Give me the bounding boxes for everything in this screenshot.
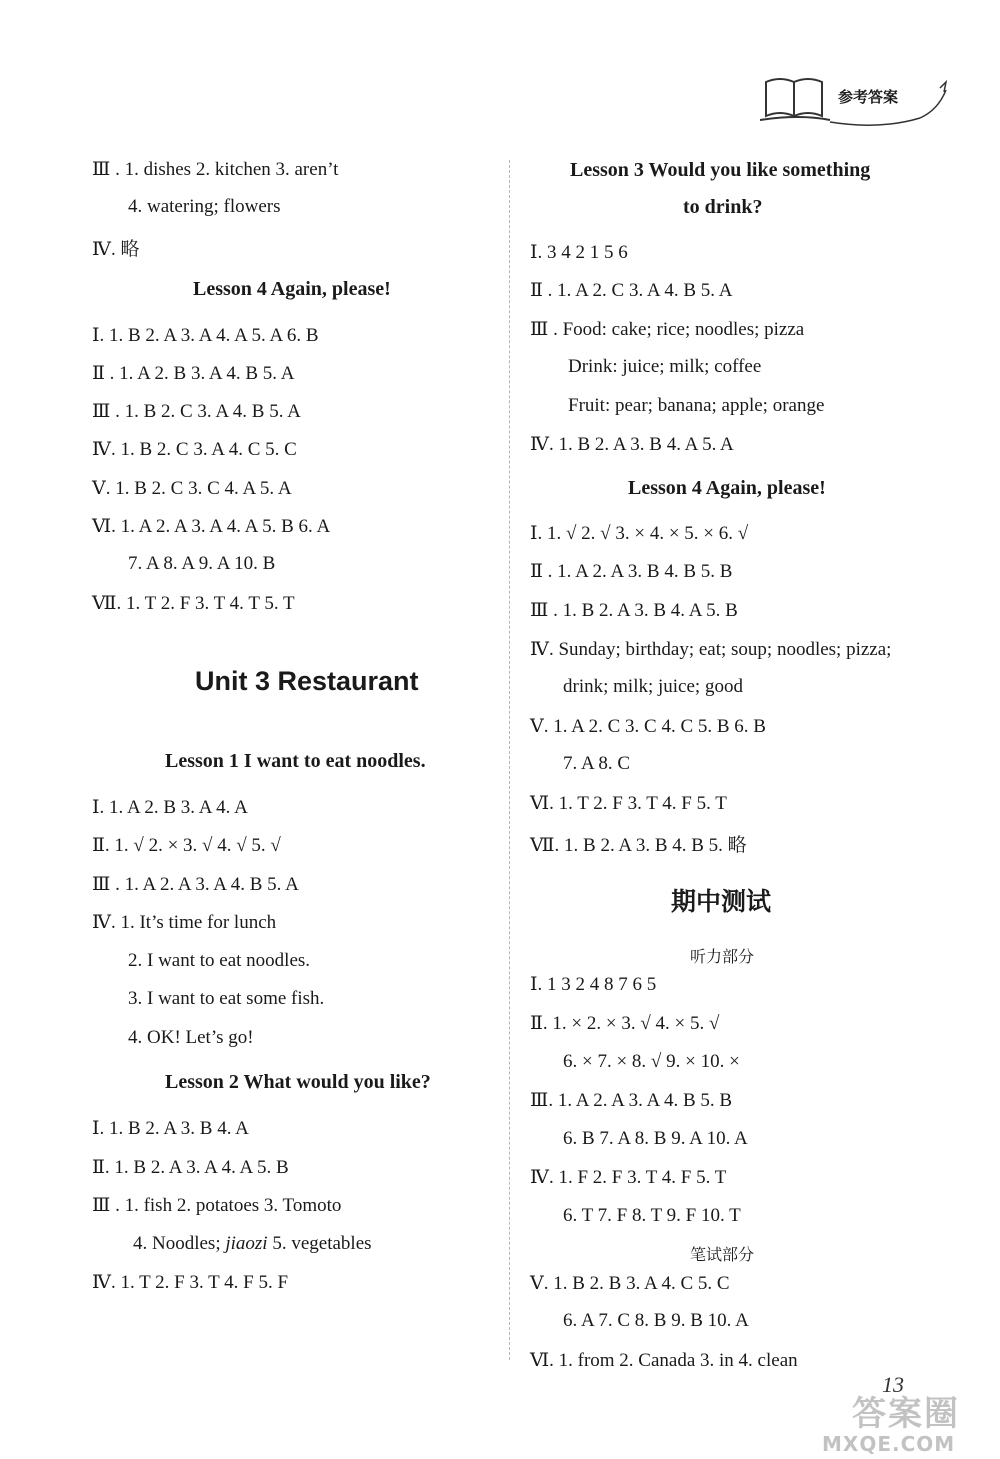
answer-line: 7. A 8. C <box>563 753 631 774</box>
answer-line: Drink: juice; milk; coffee <box>568 356 762 377</box>
page-number: 13 <box>882 1372 904 1397</box>
answer-line: Ⅰ. 1 3 2 4 8 7 6 5 <box>530 974 657 995</box>
answer-line: Ⅲ . 1. B 2. C 3. A 4. B 5. A <box>92 401 301 422</box>
header-title: 参考答案 <box>838 88 899 106</box>
answer-line <box>133 1233 372 1255</box>
answer-line: Ⅲ . Food: cake; rice; noodles; pizza <box>530 319 805 340</box>
answer-line: Ⅴ. 1. B 2. C 3. C 4. A 5. A <box>92 478 292 499</box>
answer-line: Ⅱ . 1. A 2. B 3. A 4. B 5. A <box>92 363 295 384</box>
answer-line: 4. OK! Let’s go! <box>128 1027 254 1048</box>
answer-line: Ⅰ. 1. B 2. A 3. A 4. A 5. A 6. B <box>92 325 319 346</box>
italic-word: jiaozi <box>225 1233 268 1254</box>
lesson-heading: Lesson 4 Again, please! <box>193 278 391 300</box>
answer-line: 3. I want to eat some fish. <box>128 988 325 1009</box>
answer-line: Ⅱ. 1. √ 2. × 3. √ 4. √ 5. √ <box>92 835 281 856</box>
answer-line: Ⅲ. 1. A 2. A 3. A 4. B 5. B <box>530 1090 733 1111</box>
answer-line: Ⅲ . 1. A 2. A 3. A 4. B 5. A <box>92 874 299 895</box>
answer-line: 6. T 7. F 8. T 9. F 10. T <box>563 1205 741 1226</box>
answer-line: Ⅰ. 1. B 2. A 3. B 4. A <box>92 1118 249 1139</box>
answer-line: Ⅳ. 1. It’s time for lunch <box>92 912 277 933</box>
answer-line: 6. × 7. × 8. √ 9. × 10. × <box>563 1051 740 1072</box>
lesson-heading: Lesson 3 Would you like something <box>570 159 871 181</box>
answer-line: 2. I want to eat noodles. <box>128 950 311 971</box>
watermark-logo: 答案圈 <box>852 1394 960 1434</box>
answer-line: Ⅶ. 1. T 2. F 3. T 4. T 5. T <box>92 593 295 614</box>
lesson-heading: Lesson 1 I want to eat noodles. <box>165 750 426 772</box>
answer-line: Ⅰ. 1. √ 2. √ 3. × 4. × 5. × 6. √ <box>530 523 749 544</box>
answer-line: Ⅵ. 1. T 2. F 3. T 4. F 5. T <box>530 793 727 814</box>
answer-line: Ⅱ . 1. A 2. C 3. A 4. B 5. A <box>530 280 733 301</box>
section-subtitle: 听力部分 <box>690 947 755 966</box>
lesson-heading: to drink? <box>683 196 763 218</box>
column-divider <box>509 160 510 1360</box>
answer-line: Ⅲ . 1. dishes 2. kitchen 3. aren’t <box>92 159 339 180</box>
answer-line: Ⅳ. 1. F 2. F 3. T 4. F 5. T <box>530 1167 727 1188</box>
answer-text: 5. vegetables <box>267 1233 372 1254</box>
answer-line: Ⅴ. 1. B 2. B 3. A 4. C 5. C <box>530 1273 730 1294</box>
answer-line: Fruit: pear; banana; apple; orange <box>568 395 825 416</box>
answer-text: 4. Noodles; <box>133 1233 226 1254</box>
lesson-heading: Lesson 2 What would you like? <box>165 1071 431 1093</box>
lesson-heading: Lesson 4 Again, please! <box>628 477 826 499</box>
answer-line: Ⅳ. 略 <box>92 239 140 260</box>
answer-line: Ⅲ . 1. fish 2. potatoes 3. Tomoto <box>92 1195 342 1216</box>
answer-line: 4. watering; flowers <box>128 196 281 217</box>
answer-line: Ⅳ. 1. B 2. A 3. B 4. A 5. A <box>530 434 734 455</box>
answer-line: Ⅰ. 3 4 2 1 5 6 <box>530 242 628 263</box>
answer-line: 7. A 8. A 9. A 10. B <box>128 553 276 574</box>
answer-line: Ⅳ. 1. B 2. C 3. A 4. C 5. C <box>92 439 297 460</box>
watermark-url: MXQE.COM <box>822 1432 956 1456</box>
unit-title: Unit 3 Restaurant <box>195 666 419 696</box>
section-subtitle: 笔试部分 <box>690 1245 755 1264</box>
answer-line: 6. A 7. C 8. B 9. B 10. A <box>563 1310 749 1331</box>
answer-line: Ⅵ. 1. from 2. Canada 3. in 4. clean <box>530 1350 798 1371</box>
answer-line: 6. B 7. A 8. B 9. A 10. A <box>563 1128 748 1149</box>
answer-line: drink; milk; juice; good <box>563 676 743 697</box>
answer-line: Ⅱ. 1. B 2. A 3. A 4. A 5. B <box>92 1157 289 1178</box>
section-title: 期中测试 <box>671 887 772 916</box>
answer-line: Ⅴ. 1. A 2. C 3. C 4. C 5. B 6. B <box>530 716 766 737</box>
answer-line: Ⅱ . 1. A 2. A 3. B 4. B 5. B <box>530 561 733 582</box>
answer-line: Ⅲ . 1. B 2. A 3. B 4. A 5. B <box>530 600 738 621</box>
answer-line: Ⅶ. 1. B 2. A 3. B 4. B 5. 略 <box>530 835 747 856</box>
answer-line: Ⅵ. 1. A 2. A 3. A 4. A 5. B 6. A <box>92 516 331 537</box>
answer-line: Ⅰ. 1. A 2. B 3. A 4. A <box>92 797 248 818</box>
answer-line: Ⅱ. 1. × 2. × 3. √ 4. × 5. √ <box>530 1013 720 1034</box>
answer-line: Ⅳ. 1. T 2. F 3. T 4. F 5. F <box>92 1272 289 1293</box>
answer-line: Ⅳ. Sunday; birthday; eat; soup; noodles; pizza; <box>530 639 892 660</box>
